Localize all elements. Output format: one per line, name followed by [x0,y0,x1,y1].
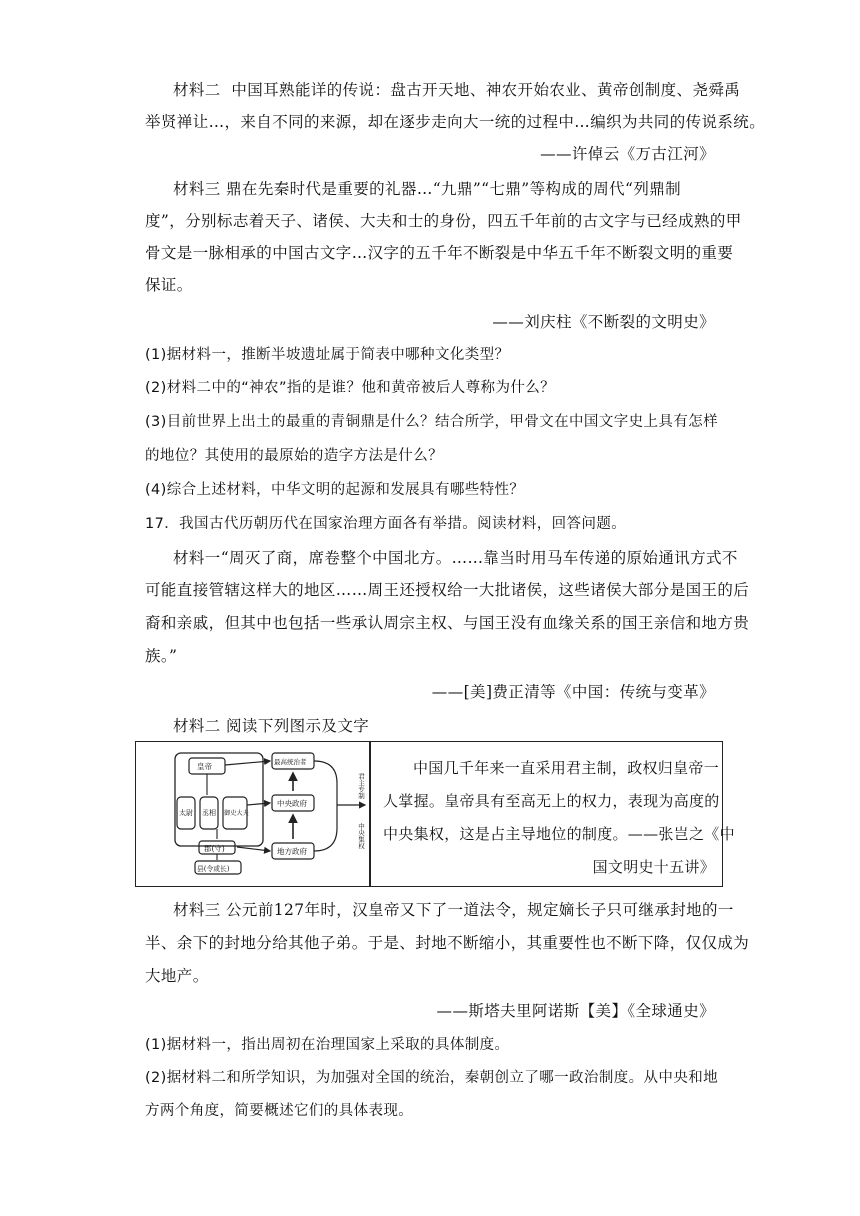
q17-material3-line1: 材料三 公元前127年时，汉皇帝又下了一道法令，规定嫡长子只可继承封地的一 [173,901,734,919]
side-label-bottom: 中央集权 [357,823,365,849]
q17-stem: 17．我国古代历朝历代在国家治理方面各有举措。阅读材料，回答问题。 [145,516,627,532]
taiwei-label: 太尉 [179,809,193,817]
material3-line2: 度”，分别标志着天子、诸侯、大夫和士的身份，四五千年前的古文字与已经成熟的甲 [145,212,742,230]
q16-part3-line2: 的地位？其使用的最原始的造字方法是什么？ [145,448,443,464]
emperor-label: 皇帝 [197,762,212,771]
xian-label: 县(令或长) [197,865,230,873]
q17-part1: (1)据材料一，指出周初在治理国家上采取的具体制度。 [145,1037,510,1053]
q17-material3-line3: 大地产。 [145,967,209,985]
q16-part2: (2)材料二中的“神农”指的是谁？他和黄帝被后人尊称为什么？ [145,380,556,396]
q16-part1: (1)据材料一，推断半坡遗址属于简表中哪种文化类型？ [145,347,510,363]
left-frame [175,753,263,846]
material3-line1: 材料三 鼎在先秦时代是重要的礼器…“九鼎”“七鼎”等构成的周代“列鼎制 [173,180,682,198]
q17-material3-source: ——斯塔夫里阿诺斯【美】《全球通史》 [436,1002,715,1020]
q17-material1-line4: 族。” [145,647,178,665]
material2-line1 [173,78,740,100]
q17-part2-line1: (2)据材料二和所学知识，为加强对全国的统治，秦朝创立了哪一政治制度。从中央和地 [145,1070,719,1086]
material3-source: ——刘庆柱《不断裂的文明史》 [492,313,715,331]
q17-material2-title: 材料二 阅读下列图示及文字 [173,717,370,735]
supreme-label: 最高统治者 [274,758,307,766]
q17-material3-line2: 半、余下的封地分给其他子弟。于是、封地不断缩小，其重要性也不断下降，仅仅成为 [145,934,750,952]
yushi-label: 御史大夫 [224,810,249,817]
figure-text-line2: 人掌握。皇帝具有至高无上的权力，表现为高度的 [383,792,720,810]
figure-text-line1: 中国几千年来一直采用君主制，政权归皇帝一 [413,759,720,777]
local-label: 地方政府 [277,847,307,856]
chengxiang-label: 丞相 [202,809,216,817]
material3-line3: 骨文是一脉相承的中国古文字…汉字的五千年不断裂是中华五千年不断裂文明的重要 [145,244,734,262]
q17-material1-line3: 裔和亲戚，但其中也包括一些承认周宗主权、与国王没有血缘关系的国王亲信和地方贵 [145,614,750,632]
material2-source: ——许倬云《万古江河》 [540,145,715,163]
q17-material1-line2: 可能直接管辖这样大的地区……周王还授权给一大批诸侯，这些诸侯大部分是国王的后 [145,581,750,599]
side-label-top: 君主专制 [357,773,365,799]
material2-line2: 举贤禅让…，来自不同的来源，却在逐步走向大一统的过程中…编织为共同的传说系统。 [145,113,766,131]
q16-part3-line1: (3)目前世界上出土的最重的青铜鼎是什么？结合所学，甲骨文在中国文字史上具有怎样 [145,414,719,430]
material2-text: 中国耳熟能详的传说：盘古开天地、神农开始农业、黄帝创制度、尧舜禹 [231,81,741,99]
political-structure-diagram [137,743,368,885]
q17-material1-source: ——[美]费正清等《中国：传统与变革》 [431,683,715,701]
jun-label: 郡(守) [204,844,225,853]
figure-divider [369,741,371,887]
figure-text-line3: 中央集权，这是占主导地位的制度。——张岂之《中 [383,825,735,843]
material2-label: 材料二 [173,81,221,99]
figure-text-line4: 国文明史十五讲》 [592,858,715,876]
central-label: 中央政府 [277,799,307,808]
q16-part4: (4)综合上述材料，中华文明的起源和发展具有哪些特性？ [145,482,525,498]
q17-part2-line2: 方两个角度，简要概述它们的具体表现。 [145,1103,414,1119]
q17-material1-line1: 材料一“周灭了商，席卷整个中国北方。……靠当时用马车传递的原始通讯方式不 [173,549,738,567]
material3-line4: 保证。 [145,276,193,294]
